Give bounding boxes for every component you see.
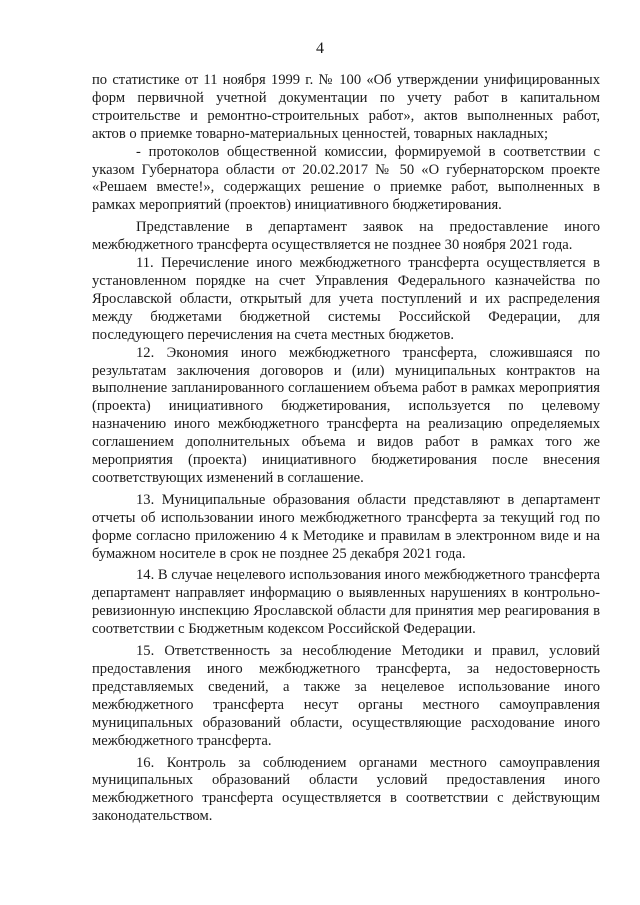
paragraph-14: 14. В случае нецелевого использования иного межбюджетного трансферта департамент направляет информацию о выявленных нарушениях в контрольно-ревизионную инспекцию Ярославской области для принятия мер реагирования в соответствии с Бюджетным кодексом Российской Федерации. <box>92 567 600 638</box>
paragraph-continuation: по статистике от 11 ноября 1999 г. № 100 «Об утверждении унифицированных форм первичной учетной документации по учету работ в капитальном строительстве и ремонтно-строительных работ», актов выполненных работ, актов о приемке товарно-материальных ценностей, товарных накладных; <box>92 72 600 142</box>
paragraph-16: 16. Контроль за соблюдением органами местного самоуправления муниципальных образований области условий предоставления иного межбюджетного трансферта осуществляется в соответствии с действующим законодательством. <box>92 754 600 825</box>
paragraph-protocols: - протоколов общественной комиссии, формируемой в соответствии с указом Губернатора области от 20.02.2017 № 50 «О губернаторском проекте «Решаем вместе!», содержащих решение о приемке работ, выполненных в рамках мероприятий (проектов) инициативного бюджетирования. <box>92 143 600 214</box>
document-body <box>92 72 600 826</box>
paragraph-13: 13. Муниципальные образования области представляют в департамент отчеты об использовании иного межбюджетного трансферта за текущий год по форме согласно приложению 4 к Методике и правилам в электронном виде и на бумажном носителе в срок не позднее 25 декабря 2021 года. <box>92 491 600 562</box>
paragraph-applications-deadline: Представление в департамент заявок на предоставление иного межбюджетного трансферта осуществляется не позднее 30 ноября 2021 года. <box>92 219 600 254</box>
paragraph-12: 12. Экономия иного межбюджетного трансферта, сложившаяся по результатам заключения договоров и (или) муниципальных контрактов на выполнение запланированного соглашением объема работ в рамках мероприятия (проекта) инициативного бюджетирования, используется по целевому назначению иного межбюджетного трансферта на реализацию определяемых соглашением дополнительных объема и видов работ в рамках того же мероприятия (проекта) инициативного бюджетирования после внесения соответствующих изменений в соглашение. <box>92 344 600 486</box>
page-number: 4 <box>316 40 324 57</box>
paragraph-11: 11. Перечисление иного межбюджетного трансферта осуществляется в установленном порядке на счет Управления Федерального казначейства по Ярославской области, открытый для учета поступлений и их распределения между бюджетами бюджетной системы Российской Федерации, для последующего перечисления на счета местных бюджетов. <box>92 255 600 343</box>
paragraph-15: 15. Ответственность за несоблюдение Методики и правил, условий предоставления иного межбюджетного трансферта, за недостоверность представляемых сведений, а также за нецелевое использование иного межбюджетного трансферта несут органы местного самоуправления муниципальных образований области, осуществляющие расходование иного межбюджетного трансферта. <box>92 643 600 749</box>
